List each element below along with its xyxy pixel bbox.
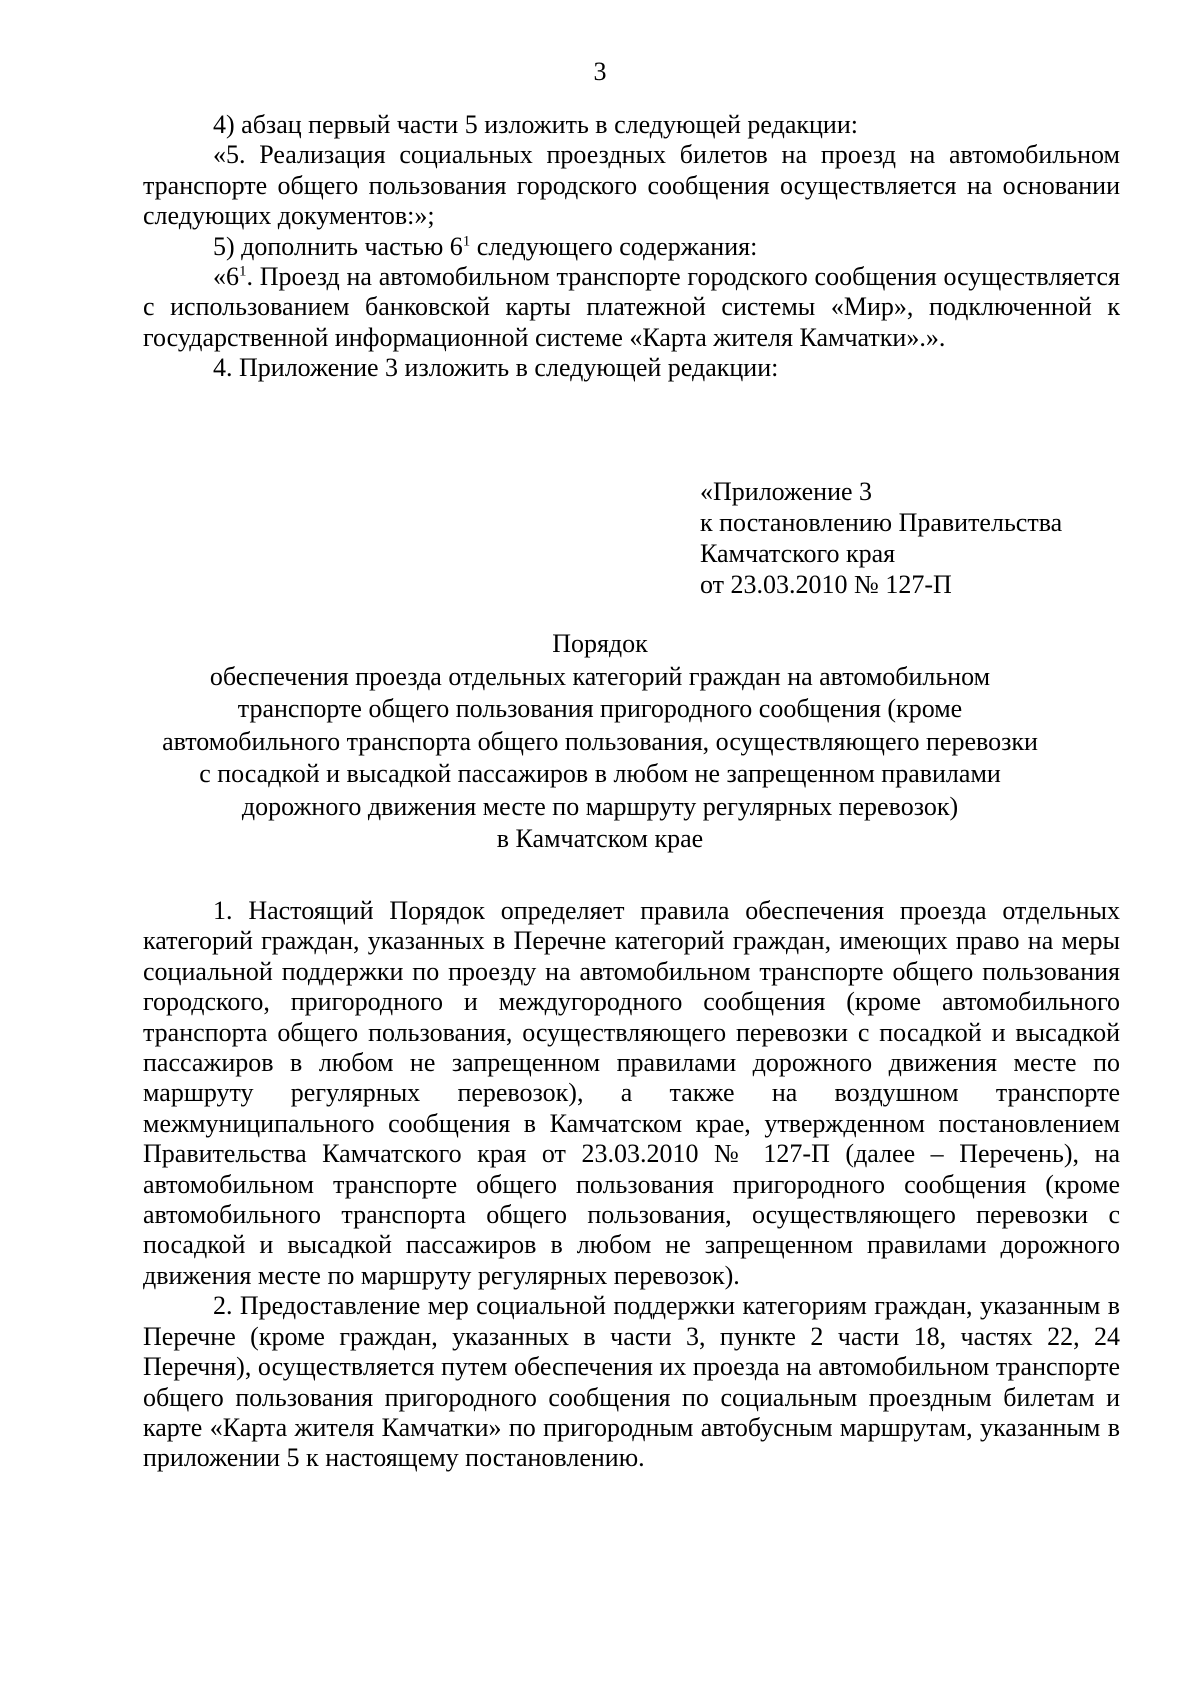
- title-line: дорожного движения месте по маршруту регулярных перевозок): [241, 791, 959, 821]
- amendment-4-intro: 4) абзац первый части 5 изложить в следующей редакции:: [213, 110, 858, 139]
- amendments-section: [143, 110, 1120, 384]
- item-4-appendix-intro: 4. Приложение 3 изложить в следующей редакции:: [213, 353, 779, 383]
- body-section: [143, 896, 1120, 1474]
- title-line: обеспечения проезда отдельных категорий граждан на автомобильном: [209, 661, 991, 691]
- appendix-line: Камчатского края: [700, 539, 896, 568]
- appendix-line: к постановлению Правительства: [700, 508, 1063, 537]
- body-paragraph-1: 1. Настоящий Порядок определяет правила обеспечения проезда отдельных категорий граждан, указанных в Перечне категорий граждан, имеющих право на меры социальной поддержки по проезду на автомобильном транспорте общего пользования городского, пригородного и междугородного сообщения (кроме автомобильного транспорта общего пользования, осуществляющего перевозки с посадкой и высадкой пассажиров в любом не запрещенном правилами дорожного движения месте по маршруту регулярных перевозок), а также на воздушном транспорте межмуниципального сообщения в Камчатском крае, утвержденном постановлением Правительства Камчатского края от 23.03.2010 № 127-П (далее – Перечень), на автомобильном транспорте общего пользования пригородного сообщения (кроме автомобильного транспорта общего пользования, осуществляющего перевозки с посадкой и высадкой пассажиров в любом не запрещенном правилами дорожного движения месте по маршруту регулярных перевозок).: [143, 896, 1120, 1290]
- appendix-header: [700, 476, 1120, 600]
- title-line: транспорте общего пользования пригородного сообщения (кроме: [237, 694, 963, 723]
- appendix-line: «Приложение 3: [700, 477, 873, 506]
- amendment-5-text: «$6^1$. Проезд на автомобильном транспорте городского сообщения осуществляется с использованием банковской карты платежной системы «Мир», подключенной к государственной информационной системе «Карта жителя Камчатки».».: [143, 262, 1120, 352]
- amendment-5-intro: 5) дополнить частью $6^1$ следующего содержания:: [213, 231, 758, 261]
- body-paragraph-2: 2. Предоставление мер социальной поддержки категориям граждан, указанным в Перечне (кроме граждан, указанных в части 3, пункте 2 части 18, частях 22, 24 Перечня), осуществляется путем обеспечения их проезда на автомобильном транспорте общего пользования пригородного сообщения по социальным проездным билетам и карте «Карта жителя Камчатки» по пригородным автобусным маршрутам, указанным в приложении 5 к настоящему постановлению.: [143, 1291, 1120, 1473]
- amendment-4-text: «5. Реализация социальных проездных билетов на проезд на автомобильном транспорте общего пользования городского сообщения осуществляется на основании следующих документов:»;: [143, 140, 1120, 231]
- appendix-line: от 23.03.2010 № 127-П: [700, 570, 952, 599]
- title-line: в Камчатском крае: [496, 824, 704, 853]
- page-number: 3: [593, 57, 607, 86]
- title-line: с посадкой и высадкой пассажиров в любом не запрещенном правилами: [199, 759, 1001, 788]
- title-line: автомобильного транспорта общего пользования, осуществляющего перевозки: [162, 726, 1038, 756]
- title-heading: Порядок: [552, 629, 648, 658]
- document-title: [0, 628, 1200, 856]
